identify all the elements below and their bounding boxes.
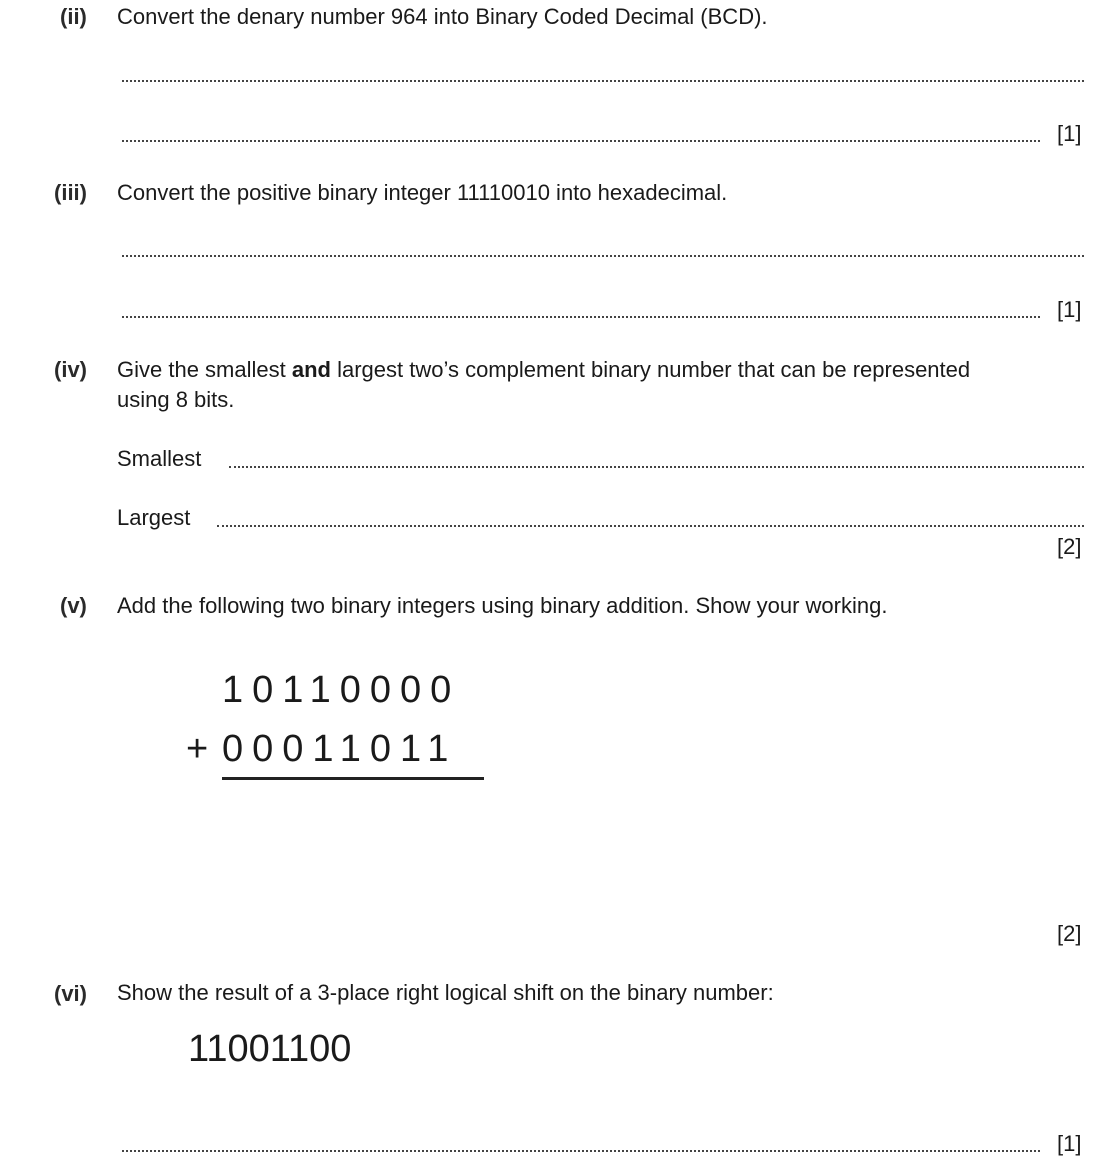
plus-sign: + xyxy=(186,728,209,770)
question-text-iv-bold: and xyxy=(291,357,331,382)
question-number-iv: (iv) xyxy=(54,357,87,382)
mark-v: [2] xyxy=(1057,921,1082,946)
question-text-iv-part2: largest two’s complement binary number that can be represented xyxy=(330,357,971,382)
mark-ii: [1] xyxy=(1057,121,1082,146)
mark-vi: [1] xyxy=(1057,1131,1082,1156)
mark-iv: [2] xyxy=(1057,534,1082,559)
shift-binary-number: 11001100 xyxy=(188,1028,352,1070)
sum-underline xyxy=(222,777,484,780)
question-number-iii: (iii) xyxy=(54,180,87,205)
binary-operand-2: 00011011 xyxy=(222,728,458,770)
question-number-v: (v) xyxy=(60,593,87,618)
question-number-ii: (ii) xyxy=(60,4,87,29)
question-text-iv-line2: using 8 bits. xyxy=(117,387,235,412)
binary-operand-1: 10110000 xyxy=(222,669,461,711)
smallest-label: Smallest xyxy=(117,446,202,471)
answer-line-ii-2[interactable] xyxy=(122,140,1040,142)
question-text-ii: Convert the denary number 964 into Binary Coded Decimal (BCD). xyxy=(117,4,768,29)
question-number-vi: (vi) xyxy=(54,981,87,1006)
question-text-v: Add the following two binary integers using binary addition. Show your working. xyxy=(117,593,888,618)
answer-line-iii-2[interactable] xyxy=(122,316,1040,318)
answer-line-ii-1[interactable] xyxy=(122,80,1084,82)
question-text-iii: Convert the positive binary integer 11110010 into hexadecimal. xyxy=(117,180,728,205)
smallest-answer-line[interactable] xyxy=(229,466,1084,468)
answer-line-vi[interactable] xyxy=(122,1150,1040,1152)
question-text-vi: Show the result of a 3-place right logical shift on the binary number: xyxy=(117,980,774,1005)
largest-label: Largest xyxy=(117,505,191,530)
question-text-iv xyxy=(117,355,970,385)
answer-line-iii-1[interactable] xyxy=(122,255,1084,257)
largest-answer-line[interactable] xyxy=(217,525,1084,527)
question-text-iv-part1: Give the smallest xyxy=(117,357,292,382)
mark-iii: [1] xyxy=(1057,297,1082,322)
